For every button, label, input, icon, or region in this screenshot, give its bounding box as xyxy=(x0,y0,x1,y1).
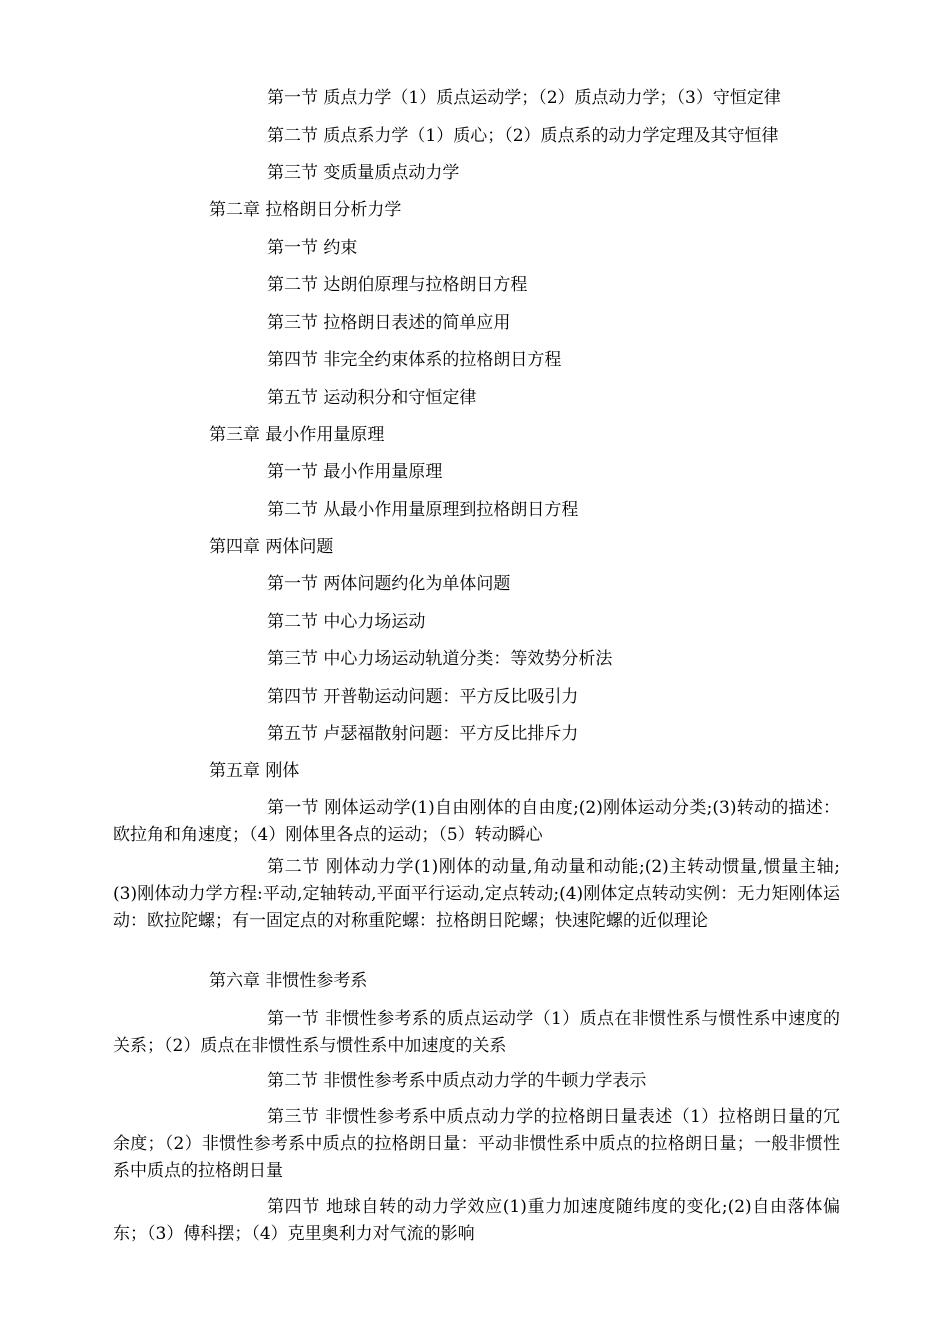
ch2-section-5: 第五节 运动积分和守恒定律 xyxy=(267,388,477,408)
ch4-section-5: 第五节 卢瑟福散射问题：平方反比排斥力 xyxy=(267,724,579,744)
ch6-section-1: 第一节 非惯性参考系的质点运动学（1）质点在非惯性系与惯性系中速度的关系；（2）质点在非惯性系与惯性系中加速度的关系 xyxy=(113,1009,840,1056)
ch4-section-1: 第一节 两体问题约化为单体问题 xyxy=(267,574,511,594)
ch3-section-1: 第一节 最小作用量原理 xyxy=(267,462,443,482)
ch2-section-2: 第二节 达朗伯原理与拉格朗日方程 xyxy=(267,275,528,295)
ch1-section-3: 第三节 变质量质点动力学 xyxy=(267,163,460,183)
ch1-section-2: 第二节 质点系力学（1）质心；（2）质点系的动力学定理及其守恒律 xyxy=(267,126,779,146)
chapter-6-title: 第六章 非惯性参考系 xyxy=(209,971,368,991)
ch4-section-4: 第四节 开普勒运动问题：平方反比吸引力 xyxy=(267,687,579,707)
ch6-section-4: 第四节 地球自转的动力学效应(1)重力加速度随纬度的变化;(2)自由落体偏东；（3）傅科摆；（4）克里奥利力对气流的影响 xyxy=(113,1197,840,1244)
ch6-section-2: 第二节 非惯性参考系中质点动力学的牛顿力学表示 xyxy=(267,1071,647,1091)
ch2-section-1: 第一节 约束 xyxy=(267,238,358,258)
ch2-section-3: 第三节 拉格朗日表述的简单应用 xyxy=(267,313,511,333)
ch6-section-3: 第三节 非惯性参考系中质点动力学的拉格朗日量表述（1）拉格朗日量的冗余度；（2）非惯性参考系中质点的拉格朗日量：平动非惯性系中质点的拉格朗日量；一般非惯性系中质点的拉格朗日量 xyxy=(113,1107,840,1181)
ch5-section-2: 第二节 刚体动力学(1)刚体的动量,角动量和动能;(2)主转动惯量,惯量主轴;(3)刚体动力学方程:平动,定轴转动,平面平行运动,定点转动;(4)刚体定点转动实例：无力矩刚体运动：欧拉陀螺；有一固定点的对称重陀螺：拉格朗日陀螺；快速陀螺的近似理论 xyxy=(113,857,840,931)
chapter-2-title: 第二章 拉格朗日分析力学 xyxy=(209,200,402,220)
chapter-5-title: 第五章 刚体 xyxy=(209,761,300,781)
ch5-section-1: 第一节 刚体运动学(1)自由刚体的自由度;(2)刚体运动分类;(3)转动的描述：欧拉角和角速度；（4）刚体里各点的运动；（5）转动瞬心 xyxy=(113,798,840,845)
ch4-section-2: 第二节 中心力场运动 xyxy=(267,612,426,632)
ch1-section-1: 第一节 质点力学（1）质点运动学；（2）质点动力学；（3）守恒定律 xyxy=(267,88,781,108)
ch2-section-4: 第四节 非完全约束体系的拉格朗日方程 xyxy=(267,350,562,370)
chapter-3-title: 第三章 最小作用量原理 xyxy=(209,425,385,445)
chapter-4-title: 第四章 两体问题 xyxy=(209,537,334,557)
ch3-section-2: 第二节 从最小作用量原理到拉格朗日方程 xyxy=(267,500,579,520)
ch4-section-3: 第三节 中心力场运动轨道分类：等效势分析法 xyxy=(267,649,613,669)
